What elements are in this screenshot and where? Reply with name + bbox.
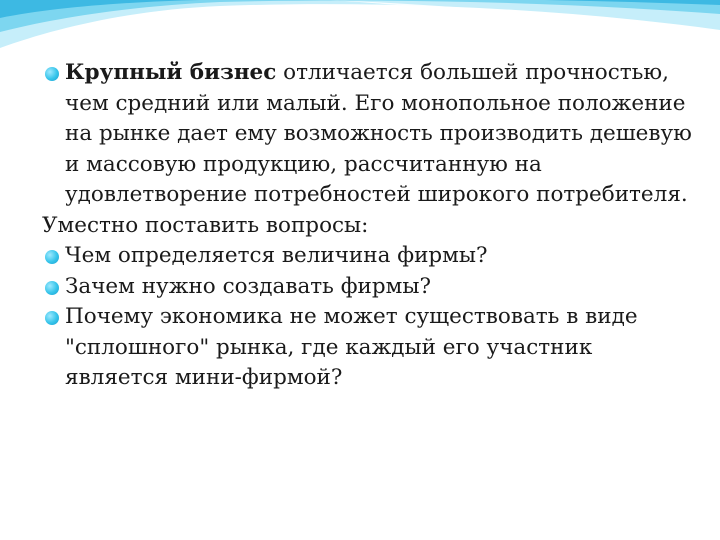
bullet-paragraph-large-business [42, 58, 692, 211]
bullet-circle-icon [45, 281, 59, 295]
lead-term: Крупный бизнес [65, 60, 277, 85]
question-item-2 [42, 272, 692, 303]
bullet-circle-icon [45, 250, 59, 264]
question-item-1 [42, 241, 692, 272]
paragraph-text: отличается большей прочностью, чем средний или малый. Его монопольное положение на рынке дает ему возможность производить дешевую и массовую продукцию, рассчитанную на удовлетворение потребностей широкого потребителя. [65, 60, 692, 207]
question-item-3 [42, 302, 692, 394]
slide-content [42, 58, 692, 394]
question-text: Зачем нужно создавать фирмы? [65, 273, 431, 299]
bullet-circle-icon [45, 67, 59, 81]
question-text: Чем определяется величина фирмы? [65, 243, 488, 268]
intro-text: Уместно поставить вопросы: [42, 212, 369, 238]
question-text: Почему экономика не может существовать в виде "сплошного" рынка, где каждый его участник является мини-фирмой? [65, 304, 638, 390]
bullet-circle-icon [45, 311, 59, 325]
header-wave-decoration [0, 0, 720, 60]
